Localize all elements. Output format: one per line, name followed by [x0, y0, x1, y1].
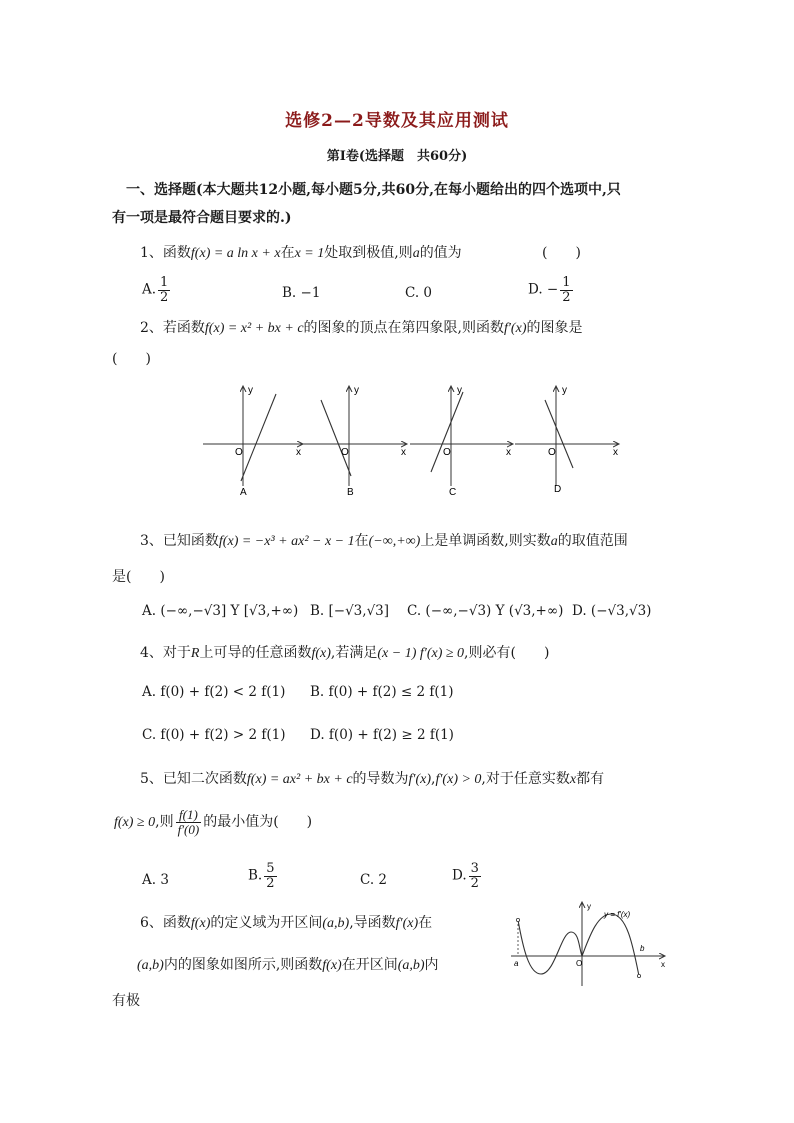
- q5-end: 都有: [576, 771, 605, 787]
- q2-mid: 的图象的顶点在第四象限,则函数: [303, 320, 504, 336]
- q5-expr2: f′(x): [408, 772, 432, 787]
- frac-denominator: 2: [562, 289, 571, 305]
- question-5-line2: [114, 808, 312, 836]
- x-axis-label: x: [506, 447, 511, 458]
- q5-option-b-fraction: [264, 862, 276, 890]
- y-axis-label: y: [248, 385, 253, 396]
- q2-post: 的图象是: [526, 320, 583, 336]
- frac-numerator: 1: [160, 275, 169, 290]
- q6-expr: f(x): [190, 916, 211, 931]
- question-4: [140, 642, 549, 662]
- graph-label-d: D: [554, 484, 562, 495]
- derivative-line: [431, 392, 463, 472]
- q4-option-c: C. f(0) + f(2) > 2 f(1): [142, 727, 286, 743]
- q6-number: 6、: [140, 915, 163, 931]
- q6-pre: 函数: [162, 915, 191, 931]
- left-open-endpoint: [516, 918, 519, 921]
- q5-sep: ,: [431, 771, 436, 787]
- q1-mid: 在: [280, 245, 295, 261]
- q2-graph-b: [303, 385, 407, 498]
- frac-numerator: 5: [266, 861, 275, 876]
- q5-var: x: [569, 772, 577, 787]
- q3-pre: 已知函数: [162, 533, 219, 549]
- q6-interval: (a,b): [322, 916, 350, 931]
- q4-cond: (x − 1) f′(x) ≥ 0: [377, 646, 465, 661]
- q4-pre: 对于: [162, 645, 191, 661]
- derivative-line: [321, 400, 351, 476]
- q5-fraction: [176, 808, 202, 836]
- q5-line2-post: 的最小值为( ): [203, 814, 313, 831]
- q3-answer-line: 是( ): [112, 569, 165, 585]
- question-2: [140, 317, 582, 337]
- frac-denominator: 2: [160, 289, 169, 305]
- origin-label: O: [341, 447, 349, 458]
- q5-option-d: [452, 862, 483, 890]
- frac-denominator: 2: [470, 875, 479, 891]
- q4-mid: 上可导的任意函数: [199, 645, 312, 661]
- q4-expr: f(x): [311, 646, 331, 661]
- q3-option-d: D. (−√3,√3): [572, 603, 652, 619]
- section-instructions-line2: 有一项是最符合题目要求的.): [112, 210, 292, 226]
- q2-graph-d: [515, 385, 619, 495]
- graph-label-a: A: [240, 487, 247, 498]
- frac-denominator: 2: [266, 875, 275, 891]
- y-axis-label: y: [587, 902, 591, 911]
- q5-line2-expr: f(x) ≥ 0: [114, 815, 156, 831]
- q3-option-c: C. (−∞,−√3) Y (√3,+∞): [407, 603, 564, 619]
- q1-pre: 函数: [162, 245, 191, 261]
- b-label: b: [640, 944, 645, 953]
- q2-number: 2、: [140, 320, 163, 336]
- question-6-line3: 有极: [112, 993, 140, 1009]
- section-subtitle: 第Ⅰ卷(选择题 共60分): [326, 149, 468, 164]
- q6-mid: 的定义域为开区间: [210, 915, 323, 931]
- x-axis-label: x: [401, 447, 406, 458]
- q4-option-a: A. f(0) + f(2) < 2 f(1): [142, 684, 286, 700]
- q1-post: 处取到极值,则: [324, 245, 413, 261]
- x-axis-label: x: [296, 447, 301, 458]
- q5-expr: f(x) = ax² + bx + c: [246, 772, 353, 787]
- q5-option-b-label: B.: [248, 867, 263, 884]
- q3-var: a: [550, 534, 558, 549]
- origin-label: O: [443, 447, 451, 458]
- q1-number: 1、: [140, 245, 163, 261]
- graph-label-b: B: [347, 487, 354, 498]
- q5-option-c: C. 2: [360, 872, 388, 888]
- q1-option-b: B. −1: [282, 285, 321, 301]
- q2-expr2: f′(x): [503, 321, 527, 336]
- question-5: [140, 768, 604, 788]
- q6-mid2: ,导函数: [349, 915, 396, 931]
- q1-option-a-fraction: [158, 276, 170, 304]
- q3-number: 3、: [140, 533, 163, 549]
- q6-line2-expr: f(x): [322, 958, 342, 973]
- q6-line2-post: 内: [424, 957, 439, 973]
- q3-end: 的取值范围: [557, 533, 628, 549]
- q4-number: 4、: [140, 645, 163, 661]
- q3-option-b: B. [−√3,√3]: [310, 603, 390, 619]
- q5-option-d-label: D.: [452, 867, 467, 884]
- q1-option-a: [142, 276, 172, 304]
- q3-mid: 在: [354, 533, 369, 549]
- q4-option-d: D. f(0) + f(2) ≥ 2 f(1): [310, 727, 454, 743]
- q2-answer-blank: ( ): [112, 351, 151, 367]
- q1-option-d-fraction: [560, 276, 572, 304]
- q1-option-a-label: A.: [142, 281, 157, 298]
- q5-number: 5、: [140, 771, 163, 787]
- q2-graph-a: [203, 385, 303, 498]
- q6-line2-mid: 内的图象如图所示,则函数: [163, 957, 323, 973]
- q1-option-d-label: D. −: [528, 281, 559, 298]
- q5-option-a: A. 3: [142, 872, 169, 888]
- q3-expr: f(x) = −x³ + ax² − x − 1: [218, 534, 355, 549]
- page-title: 选修2—2导数及其应用测试: [285, 111, 509, 131]
- y-axis-label: y: [457, 385, 462, 396]
- right-open-endpoint: [637, 974, 640, 977]
- x-axis-label: x: [661, 960, 665, 969]
- q1-cond: x = 1: [294, 246, 325, 261]
- q2-pre: 若函数: [162, 320, 205, 336]
- question-1: [140, 242, 462, 262]
- q3-option-a: A. (−∞,−√3] Y [√3,+∞): [142, 603, 299, 619]
- q1-option-d: [528, 276, 575, 304]
- q4-mid2: ,若满足: [330, 645, 378, 661]
- q1-end: 的值为: [419, 245, 462, 261]
- question-3: [140, 530, 628, 550]
- frac-numerator: 1: [562, 275, 571, 290]
- section-instructions-line1: 一、选择题(本大题共12小题,每小题5分,共60分,在每小题给出的四个选项中,只: [126, 182, 621, 198]
- y-axis-label: y: [562, 385, 567, 396]
- x-axis-label: x: [613, 447, 618, 458]
- derivative-line: [241, 394, 276, 481]
- q6-line2-interval: (a,b): [137, 958, 164, 973]
- origin-label: O: [548, 447, 556, 458]
- origin-label: O: [576, 959, 583, 968]
- q6-line2-interval2: (a,b): [397, 958, 425, 973]
- q5-option-d-fraction: [469, 862, 481, 890]
- q4-post: ,则必有( ): [464, 645, 550, 661]
- question-6-line2: [137, 954, 439, 974]
- q5-mid: 的导数为: [352, 771, 409, 787]
- frac-numerator: f(1): [176, 808, 202, 823]
- q6-post: 在: [418, 915, 433, 931]
- q5-cond: f′(x) > 0: [435, 772, 482, 787]
- q5-pre: 已知二次函数: [162, 771, 247, 787]
- q1-answer-blank: ( ): [542, 245, 581, 261]
- q2-graph-c: [410, 385, 513, 498]
- q6-line2-mid2: 在开区间: [341, 957, 398, 973]
- q1-option-c: C. 0: [405, 285, 433, 301]
- graph-label-c: C: [449, 487, 457, 498]
- frac-denominator: f′(0): [177, 821, 200, 837]
- q2-expr: f(x) = x² + bx + c: [204, 321, 304, 336]
- q1-expr: f(x) = a ln x + x: [190, 246, 281, 261]
- a-label: a: [514, 959, 519, 968]
- q3-post: 上是单调函数,则实数: [420, 533, 551, 549]
- q1-var: a: [412, 246, 420, 261]
- question-6: [140, 912, 432, 932]
- y-axis-label: y: [354, 385, 359, 396]
- q5-option-b: [248, 862, 279, 890]
- q2-graph-figure: [195, 378, 625, 500]
- curve-label: y = f′(x): [604, 910, 631, 919]
- q3-interval: (−∞,+∞): [368, 534, 421, 549]
- q5-post: ,对于任意实数: [481, 771, 570, 787]
- origin-label: O: [235, 447, 243, 458]
- q5-line2-pre: ,则: [155, 814, 174, 831]
- q4-R: R: [190, 646, 200, 661]
- q6-derivative-graph: [505, 898, 670, 988]
- frac-numerator: 3: [470, 861, 479, 876]
- q4-option-b: B. f(0) + f(2) ≤ 2 f(1): [310, 684, 454, 700]
- q6-expr2: f′(x): [395, 916, 419, 931]
